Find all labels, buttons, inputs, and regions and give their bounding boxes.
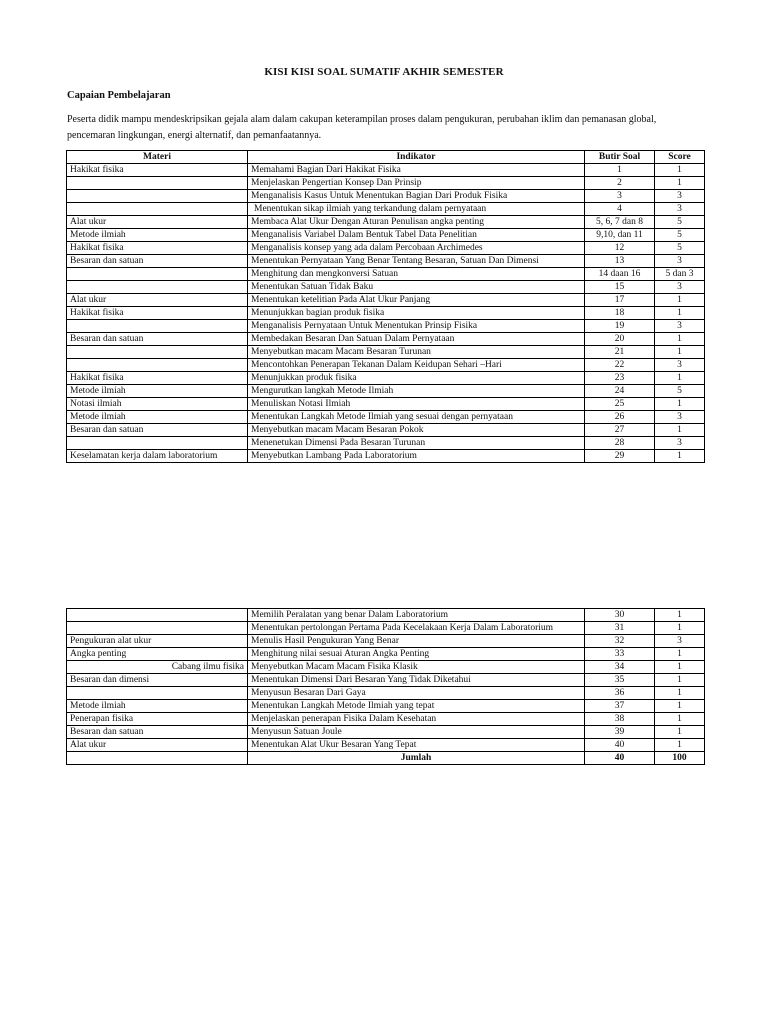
table-row: [67, 713, 705, 726]
cell-butir-soal: 38: [585, 713, 655, 726]
cell-materi: [67, 687, 248, 700]
table-row: [67, 661, 705, 674]
cell-materi: Hakikat fisika: [67, 242, 248, 255]
cell-indikator: Menulis Hasil Pengukuran Yang Benar: [248, 635, 585, 648]
cell-score: 1: [655, 700, 705, 713]
cell-materi: [67, 622, 248, 635]
table-row: [67, 424, 705, 437]
cell-score: 1: [655, 424, 705, 437]
cell-materi: Besaran dan satuan: [67, 726, 248, 739]
table-row: [67, 359, 705, 372]
cell-indikator: Menentukan pertolongan Pertama Pada Kecelakaan Kerja Dalam Laboratorium: [248, 622, 585, 635]
cell-materi: [67, 320, 248, 333]
table-row: [67, 450, 705, 463]
cell-score: 1: [655, 333, 705, 346]
cell-indikator: Menentukan ketelitian Pada Alat Ukur Panjang: [248, 294, 585, 307]
cell-indikator: Menunjukkan bagian produk fisika: [248, 307, 585, 320]
table-row: [67, 372, 705, 385]
cell-indikator: Menuliskan Notasi Ilmiah: [248, 398, 585, 411]
cell-score: 3: [655, 411, 705, 424]
cell-score: 1: [655, 687, 705, 700]
table-header-row: [67, 151, 705, 164]
cell-materi: [67, 609, 248, 622]
cell-score: 3: [655, 320, 705, 333]
cell-materi: [67, 190, 248, 203]
cell-butir-soal: 24: [585, 385, 655, 398]
cell-butir-soal: 36: [585, 687, 655, 700]
cell-butir-soal: 25: [585, 398, 655, 411]
cell-indikator: Menjelaskan penerapan Fisika Dalam Kesehatan: [248, 713, 585, 726]
table-row: [67, 648, 705, 661]
table-row: [67, 437, 705, 450]
cell-butir-soal: 39: [585, 726, 655, 739]
cell-score: 1: [655, 661, 705, 674]
cell-materi: Alat ukur: [67, 294, 248, 307]
document-title: KISI KISI SOAL SUMATIF AKHIR SEMESTER: [264, 66, 504, 78]
cell-indikator: Menjelaskan Pengertian Konsep Dan Prinsip: [248, 177, 585, 190]
cell-indikator: Mencontohkan Penerapan Tekanan Dalam Keidupan Sehari –Hari: [248, 359, 585, 372]
cell-score: 1: [655, 177, 705, 190]
total-row: [67, 752, 705, 765]
cell-butir-soal: 1: [585, 164, 655, 177]
cell-butir-soal: 26: [585, 411, 655, 424]
cell-score: 3: [655, 437, 705, 450]
grid-table-part-2: [66, 608, 705, 765]
cell-materi: [67, 203, 248, 216]
cell-score: 1: [655, 307, 705, 320]
cell-score: 5: [655, 229, 705, 242]
cell-materi: Besaran dan satuan: [67, 424, 248, 437]
cell-materi: Hakikat fisika: [67, 307, 248, 320]
cell-materi: Keselamatan kerja dalam laboratorium: [67, 450, 248, 463]
table-row: [67, 622, 705, 635]
cell-materi: Cabang ilmu fisika: [67, 661, 248, 674]
table-row: [67, 281, 705, 294]
cell-butir-soal: 18: [585, 307, 655, 320]
cell-indikator: Membedakan Besaran Dan Satuan Dalam Pernyataan: [248, 333, 585, 346]
total-butir: 40: [585, 752, 655, 765]
table-row: [67, 635, 705, 648]
cell-butir-soal: 29: [585, 450, 655, 463]
cell-score: 1: [655, 622, 705, 635]
cell-butir-soal: 37: [585, 700, 655, 713]
table-row: [67, 255, 705, 268]
cell-score: 1: [655, 713, 705, 726]
cell-indikator: Menganalisis Pernyataan Untuk Menentukan Prinsip Fisika: [248, 320, 585, 333]
cell-score: 1: [655, 609, 705, 622]
table-row: [67, 307, 705, 320]
cell-indikator: Memilih Peralatan yang benar Dalam Laboratorium: [248, 609, 585, 622]
table-row: [67, 726, 705, 739]
cell-materi: Metode ilmiah: [67, 700, 248, 713]
cell-indikator: Memahami Bagian Dari Hakikat Fisika: [248, 164, 585, 177]
table-row: [67, 164, 705, 177]
cell-butir-soal: 28: [585, 437, 655, 450]
cell-materi: [67, 346, 248, 359]
cell-butir-soal: 5, 6, 7 dan 8: [585, 216, 655, 229]
cell-score: 5: [655, 216, 705, 229]
table-row: [67, 398, 705, 411]
cell-indikator: Mengurutkan langkah Metode Ilmiah: [248, 385, 585, 398]
cell-materi: Metode ilmiah: [67, 385, 248, 398]
cell-score: 3: [655, 190, 705, 203]
cell-materi: Hakikat fisika: [67, 372, 248, 385]
cell-butir-soal: 20: [585, 333, 655, 346]
table-row: [67, 333, 705, 346]
cell-materi: [67, 268, 248, 281]
cell-butir-soal: 3: [585, 190, 655, 203]
table-row: [67, 242, 705, 255]
cell-butir-soal: 15: [585, 281, 655, 294]
cell-indikator: Menyebutkan Lambang Pada Laboratorium: [248, 450, 585, 463]
cell-butir-soal: 23: [585, 372, 655, 385]
total-score: 100: [655, 752, 705, 765]
cell-materi: Besaran dan dimensi: [67, 674, 248, 687]
cell-score: 1: [655, 726, 705, 739]
total-empty-cell: [67, 752, 248, 765]
cell-materi: Notasi ilmiah: [67, 398, 248, 411]
cell-butir-soal: 17: [585, 294, 655, 307]
cell-butir-soal: 31: [585, 622, 655, 635]
table-row: [67, 268, 705, 281]
cell-indikator: Menenetukan Dimensi Pada Besaran Turunan: [248, 437, 585, 450]
cell-score: 1: [655, 674, 705, 687]
learning-outcome-paragraph: Peserta didik mampu mendeskripsikan gejala alam dalam cakupan keterampilan proses dalam pengukuran, perubahan iklim dan pemanasan global, pencemaran lingkungan, energi alternatif, dan pemanfaatannya.: [67, 114, 657, 141]
table-row: [67, 294, 705, 307]
cell-score: 3: [655, 635, 705, 648]
cell-butir-soal: 21: [585, 346, 655, 359]
cell-butir-soal: 9,10, dan 11: [585, 229, 655, 242]
cell-materi: Angka penting: [67, 648, 248, 661]
cell-score: 5: [655, 242, 705, 255]
cell-butir-soal: 27: [585, 424, 655, 437]
cell-indikator: Menyebutkan macam Macam Besaran Turunan: [248, 346, 585, 359]
table-row: [67, 320, 705, 333]
cell-score: 3: [655, 255, 705, 268]
cell-butir-soal: 14 daan 16: [585, 268, 655, 281]
cell-materi: [67, 437, 248, 450]
table-row: [67, 385, 705, 398]
cell-materi: Besaran dan satuan: [67, 333, 248, 346]
cell-butir-soal: 32: [585, 635, 655, 648]
table-row: [67, 203, 705, 216]
table-row: [67, 190, 705, 203]
table-row: [67, 687, 705, 700]
cell-score: 3: [655, 281, 705, 294]
cell-materi: Metode ilmiah: [67, 411, 248, 424]
header-score: Score: [655, 151, 705, 164]
total-label: Jumlah: [248, 752, 585, 765]
cell-score: 1: [655, 372, 705, 385]
cell-score: 1: [655, 346, 705, 359]
cell-indikator: Membaca Alat Ukur Dengan Aturan Penulisan angka penting: [248, 216, 585, 229]
table-row: [67, 674, 705, 687]
cell-indikator: Menentukan Pernyataan Yang Benar Tentang Besaran, Satuan Dan Dimensi: [248, 255, 585, 268]
cell-indikator: Menganalisis Kasus Untuk Menentukan Bagian Dari Produk Fisika: [248, 190, 585, 203]
cell-indikator: Menentukan sikap ilmiah yang terkandung dalam pernyataan: [248, 203, 585, 216]
header-butir-soal: Butir Soal: [585, 151, 655, 164]
cell-butir-soal: 13: [585, 255, 655, 268]
cell-score: 5 dan 3: [655, 268, 705, 281]
cell-indikator: Menyusun Besaran Dari Gaya: [248, 687, 585, 700]
cell-indikator: Menunjukkan produk fisika: [248, 372, 585, 385]
cell-materi: Alat ukur: [67, 216, 248, 229]
cell-indikator: Menyebutkan macam Macam Besaran Pokok: [248, 424, 585, 437]
cell-materi: Pengukuran alat ukur: [67, 635, 248, 648]
cell-butir-soal: 34: [585, 661, 655, 674]
cell-indikator: Menentukan Langkah Metode Ilmiah yang sesuai dengan pernyataan: [248, 411, 585, 424]
cell-butir-soal: 22: [585, 359, 655, 372]
cell-materi: [67, 177, 248, 190]
cell-butir-soal: 19: [585, 320, 655, 333]
cell-indikator: Menghitung nilai sesuai Aturan Angka Penting: [248, 648, 585, 661]
table-row: [67, 346, 705, 359]
cell-indikator: Menentukan Satuan Tidak Baku: [248, 281, 585, 294]
cell-materi: Penerapan fisika: [67, 713, 248, 726]
cell-score: 3: [655, 359, 705, 372]
cell-indikator: Menyusun Satuan Joule: [248, 726, 585, 739]
section-heading: Capaian Pembelajaran: [67, 90, 171, 101]
header-materi: Materi: [67, 151, 248, 164]
cell-indikator: Menentukan Alat Ukur Besaran Yang Tepat: [248, 739, 585, 752]
cell-butir-soal: 4: [585, 203, 655, 216]
table-row: [67, 229, 705, 242]
cell-materi: Alat ukur: [67, 739, 248, 752]
cell-score: 1: [655, 450, 705, 463]
cell-indikator: Menentukan Langkah Metode Ilmiah yang tepat: [248, 700, 585, 713]
cell-score: 1: [655, 648, 705, 661]
header-indikator: Indikator: [248, 151, 585, 164]
table-row: [67, 411, 705, 424]
cell-score: 1: [655, 739, 705, 752]
cell-score: 1: [655, 164, 705, 177]
cell-score: 5: [655, 385, 705, 398]
cell-materi: [67, 359, 248, 372]
cell-butir-soal: 33: [585, 648, 655, 661]
cell-indikator: Menganalisis konsep yang ada dalam Percobaan Archimedes: [248, 242, 585, 255]
cell-score: 1: [655, 294, 705, 307]
grid-table-part-1: [66, 150, 705, 463]
cell-score: 3: [655, 203, 705, 216]
cell-materi: Hakikat fisika: [67, 164, 248, 177]
cell-butir-soal: 40: [585, 739, 655, 752]
table-row: [67, 739, 705, 752]
table-row: [67, 177, 705, 190]
cell-indikator: Menentukan Dimensi Dari Besaran Yang Tidak Diketahui: [248, 674, 585, 687]
cell-butir-soal: 30: [585, 609, 655, 622]
cell-indikator: Menganalisis Variabel Dalam Bentuk Tabel Data Penelitian: [248, 229, 585, 242]
table-row: [67, 216, 705, 229]
table-row: [67, 700, 705, 713]
cell-score: 1: [655, 398, 705, 411]
cell-butir-soal: 35: [585, 674, 655, 687]
cell-materi: Metode ilmiah: [67, 229, 248, 242]
table-row: [67, 609, 705, 622]
cell-butir-soal: 2: [585, 177, 655, 190]
cell-butir-soal: 12: [585, 242, 655, 255]
cell-materi: [67, 281, 248, 294]
cell-indikator: Menghitung dan mengkonversi Satuan: [248, 268, 585, 281]
cell-materi: Besaran dan satuan: [67, 255, 248, 268]
cell-indikator: Menyebutkan Macam Macam Fisika Klasik: [248, 661, 585, 674]
